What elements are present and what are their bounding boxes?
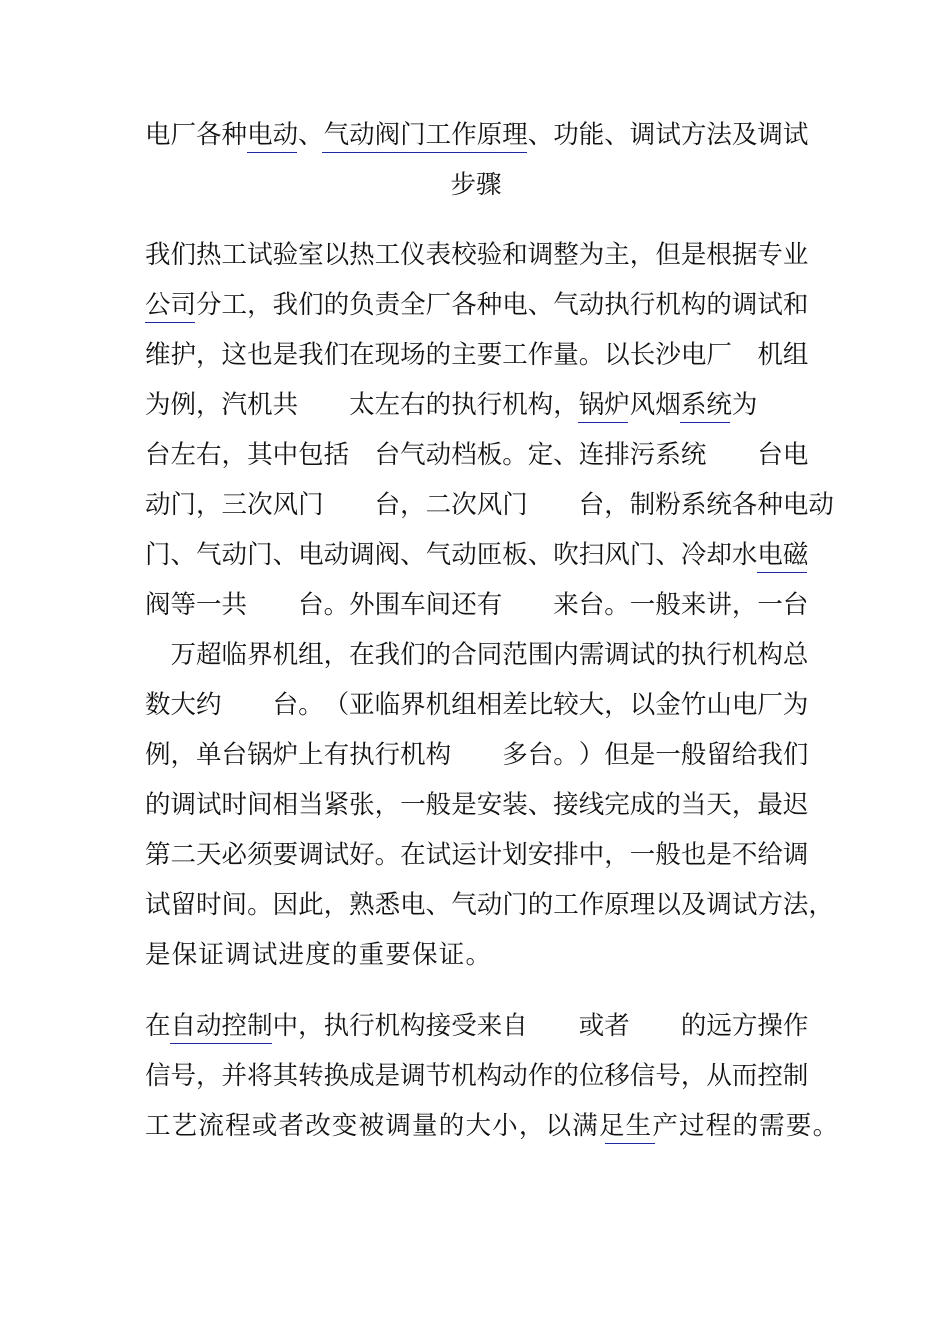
link-underline-dianci[interactable] [757, 572, 807, 573]
paragraph1-line: 阀 等 一 共 台 。 外 围 车 间 还 有 来 台 。 一 般 来 讲 ， 一 台 [145, 590, 809, 620]
paragraph1-line: 的 调 试 时 间 相 当 紧 张 ， 一 般 是 安 装 、 接 线 完 成 的 当 天 ， 最 迟 [145, 790, 809, 820]
link-underline-shengchan[interactable] [605, 1143, 655, 1144]
paragraph2-line: 工 艺 流 程 或 者 改 变 被 调 量 的 大 小 ， 以 满 足 生 产 过 程 的 需 要 。 [145, 1111, 839, 1141]
paragraph1-line: 例 ， 单 台 锅 炉 上 有 执 行 机 构 多 台 。 ） 但 是 一 般 留 给 我 们 [145, 740, 809, 770]
paragraph1-line: 第 二 天 必 须 要 调 试 好 。 在 试 运 计 划 安 排 中 ， 一 般 也 是 不 给 调 [145, 840, 809, 870]
paragraph1-line: 动 门 ， 三 次 风 门 台 ， 二 次 风 门 台 ， 制 粉 系 统 各 种 电 动 [145, 490, 834, 520]
paragraph1-line: 台 左 右 ， 其 中 包 括 台 气 动 档 板 。 定 、 连 排 污 系 统 台 电 [145, 440, 809, 470]
paragraph1-line: 维 护 ， 这 也 是 我 们 在 现 场 的 主 要 工 作 量 。 以 长 沙 电 厂 机 组 [145, 340, 809, 370]
paragraph1-line: 万 超 临 界 机 组 ， 在 我 们 的 合 同 范 围 内 需 调 试 的 执 行 机 构 总 [170, 640, 809, 670]
link-underline-qidong-famen[interactable] [322, 152, 527, 153]
link-underline-gongsi[interactable] [145, 322, 195, 323]
paragraph2-line: 在 自 动 控 制 中 ， 执 行 机 构 接 受 来 自 或 者 的 远 方 操 作 [145, 1011, 809, 1041]
link-underline-zidong-kongzhi[interactable] [170, 1043, 272, 1044]
paragraph1-line: 为 例 ， 汽 机 共 太 左 右 的 执 行 机 构 ， 锅 炉 风 烟 系 统 为 [145, 390, 758, 420]
paragraph1-line: 门 、 气 动 门 、 电 动 调 阀 、 气 动 匝 板 、 吹 扫 风 门 、 冷 却 水 电 磁 [145, 540, 809, 570]
paragraph1-line: 是 保 证 调 试 进 度 的 重 要 保 证 。 [145, 940, 491, 970]
link-underline-diandong[interactable] [247, 152, 297, 153]
link-underline-xitong[interactable] [680, 422, 730, 423]
paragraph2-line: 信 号 ， 并 将 其 转 换 成 是 调 节 机 构 动 作 的 位 移 信 号 ， 从 而 控 制 [145, 1061, 809, 1091]
document-title-line-1: 电 厂 各 种 电 动 、 气 动 阀 门 工 作 原 理 、 功 能 、 调 试 方 法 及 调 试 [145, 120, 809, 150]
paragraph1-line: 我 们 热 工 试 验 室 以 热 工 仪 表 校 验 和 调 整 为 主 ， 但 是 根 据 专 业 [145, 240, 809, 270]
paragraph1-line: 公 司 分 工 ， 我 们 的 负 责 全 厂 各 种 电 、 气 动 执 行 机 构 的 调 试 和 [145, 290, 809, 320]
paragraph1-line: 数 大 约 台 。 （ 亚 临 界 机 组 相 差 比 较 大 ， 以 金 竹 山 电 厂 为 [145, 690, 809, 720]
paragraph1-line: 试 留 时 间 。 因 此 ， 熟 悉 电 、 气 动 门 的 工 作 原 理 以 及 调 试 方 法 ， [145, 890, 834, 920]
document-title-line-2: 步骤 [450, 170, 502, 200]
link-underline-guolu[interactable] [578, 422, 628, 423]
